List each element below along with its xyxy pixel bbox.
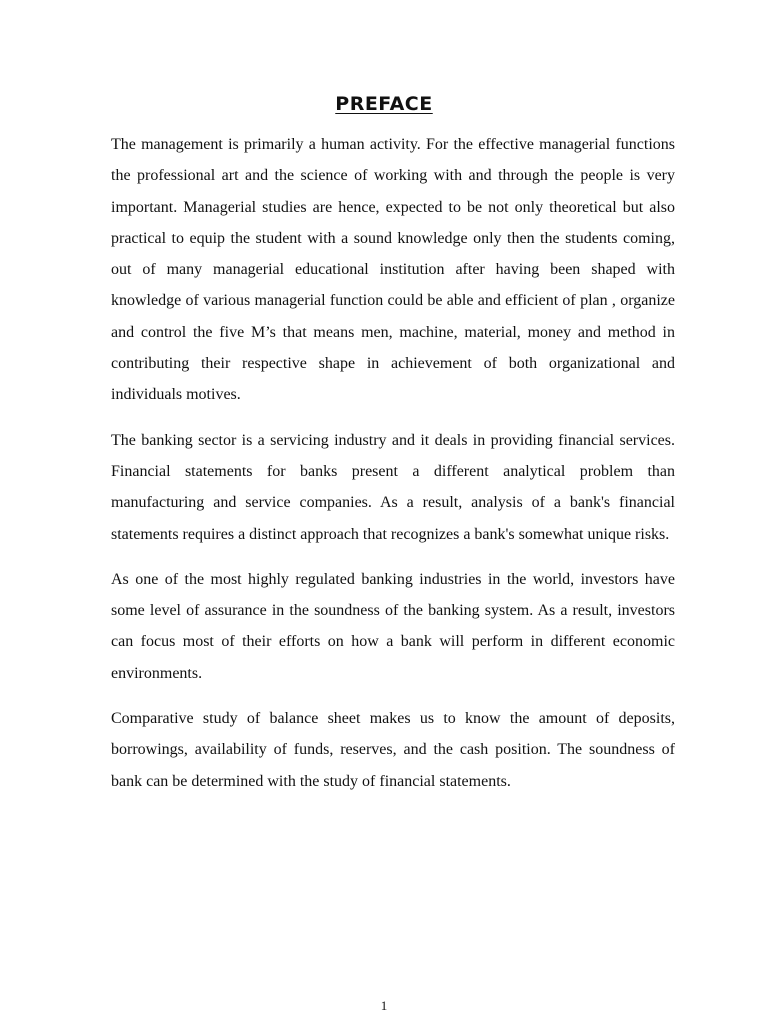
- paragraph-banking-sector: The banking sector is a servicing industry and it deals in providing financial services. Financial statements for banks present a different analytical problem than manufacturing and service companies. As a result, analysis of a bank's financial statements requires a distinct approach that recognizes a bank's somewhat unique risks.: [111, 431, 675, 543]
- page-number: 1: [380, 998, 388, 1013]
- page-title: PREFACE: [335, 93, 433, 115]
- paragraph-management: The management is primarily a human activity. For the effective managerial functions the professional art and the science of working with and through the people is very important. Managerial studies are hence, expected to be not only theoretical but also practical to equip the student with a sound knowledge only then the students coming, out of many managerial educational institution after having been shaped with knowledge of various managerial function could be able and efficient of plan , organize and control the five M’s that means men, machine, material, money and method in contributing their respective shape in achievement of both organizational and individuals motives.: [111, 136, 675, 404]
- body-text: [111, 129, 675, 811]
- paragraph-balance-sheet: Comparative study of balance sheet makes us to know the amount of deposits, borrowings, availability of funds, reserves, and the cash position. The soundness of bank can be determined with the study of financial statements.: [111, 710, 675, 790]
- paragraph-regulation: As one of the most highly regulated banking industries in the world, investors have some level of assurance in the soundness of the banking system. As a result, investors can focus most of their efforts on how a bank will perform in different economic environments.: [111, 570, 675, 682]
